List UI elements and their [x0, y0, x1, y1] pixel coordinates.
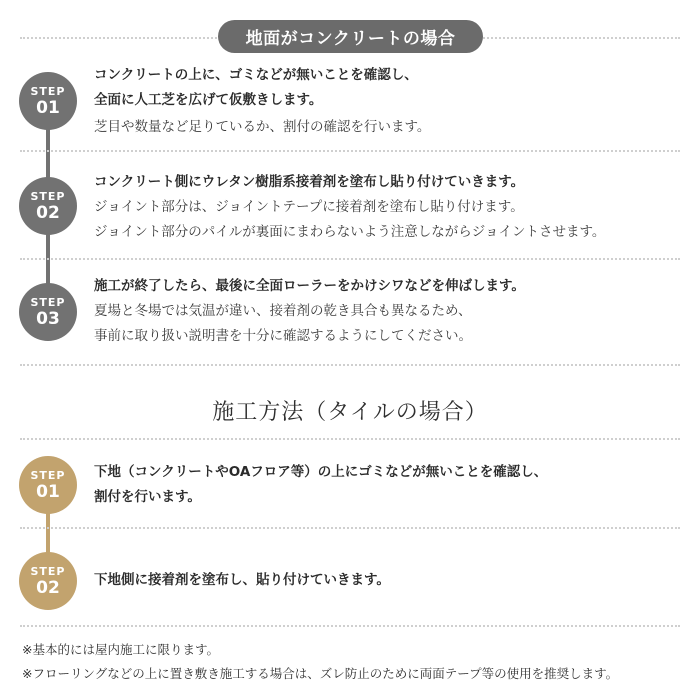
step-bold-line: 割付を行います。 — [94, 489, 201, 505]
step-normal-line: 芝目や数量など足りているか、割付の確認を行います。 — [94, 119, 431, 135]
step-bold-line: 下地側に接着剤を塗布し、貼り付けていきます。 — [94, 572, 390, 588]
tile-step-02-text — [94, 568, 390, 593]
step-bold-line: 全面に人工芝を広げて仮敷きします。 — [94, 92, 323, 108]
step-number: 03 — [36, 308, 60, 329]
tile-step-01-text — [94, 460, 547, 510]
notes — [22, 638, 618, 686]
step-label: STEP — [30, 468, 66, 482]
step-label: STEP — [30, 189, 66, 203]
divider — [20, 364, 680, 366]
step-label: STEP — [30, 295, 66, 309]
step-normal-line: 夏場と冬場では気温が違い、接着剤の乾き具合も異なるため、 — [94, 303, 472, 319]
step-number: 01 — [36, 97, 60, 118]
step-bold-line: 下地（コンクリートやOAフロア等）の上にゴミなどが無いことを確認し、 — [94, 464, 548, 480]
tile-step-01-badge — [19, 456, 77, 514]
concrete-step-03-text — [94, 274, 525, 349]
concrete-step-01-badge — [19, 72, 77, 130]
concrete-step-02-text — [94, 170, 605, 245]
note-line: ※フローリングなどの上に置き敷き施工する場合は、ズレ防止のために両面テープ等の使用を推奨します。 — [22, 666, 619, 681]
step-label: STEP — [30, 564, 66, 578]
step-number: 02 — [36, 577, 60, 598]
step-number: 02 — [36, 202, 60, 223]
step-normal-line: ジョイント部分のパイルが裏面にまわらないよう注意しながらジョイントさせます。 — [94, 224, 606, 240]
concrete-step-02-badge — [19, 177, 77, 235]
step-label: STEP — [30, 84, 66, 98]
divider — [20, 438, 680, 440]
tile-section-title: 施工方法（タイルの場合） — [212, 400, 488, 425]
concrete-step-03-badge — [19, 283, 77, 341]
divider — [20, 625, 680, 627]
step-number: 01 — [36, 481, 60, 502]
concrete-step-01-text — [94, 63, 430, 140]
step-bold-line: 施工が終了したら、最後に全面ローラーをかけシワなどを伸ばします。 — [94, 278, 525, 294]
divider — [20, 150, 680, 152]
divider — [20, 258, 680, 260]
concrete-section-title: 地面がコンクリートの場合 — [218, 20, 483, 53]
tile-step-02-badge — [19, 552, 77, 610]
step-normal-line: ジョイント部分は、ジョイントテープに接着剤を塗布し貼り付けます。 — [94, 199, 524, 215]
divider — [20, 527, 680, 529]
step-normal-line: 事前に取り扱い説明書を十分に確認するようにしてください。 — [94, 328, 472, 344]
step-bold-line: コンクリート側にウレタン樹脂系接着剤を塗布し貼り付けていきます。 — [94, 174, 525, 190]
step-bold-line: コンクリートの上に、ゴミなどが無いことを確認し、 — [94, 67, 418, 83]
note-line: ※基本的には屋内施工に限ります。 — [22, 642, 219, 657]
